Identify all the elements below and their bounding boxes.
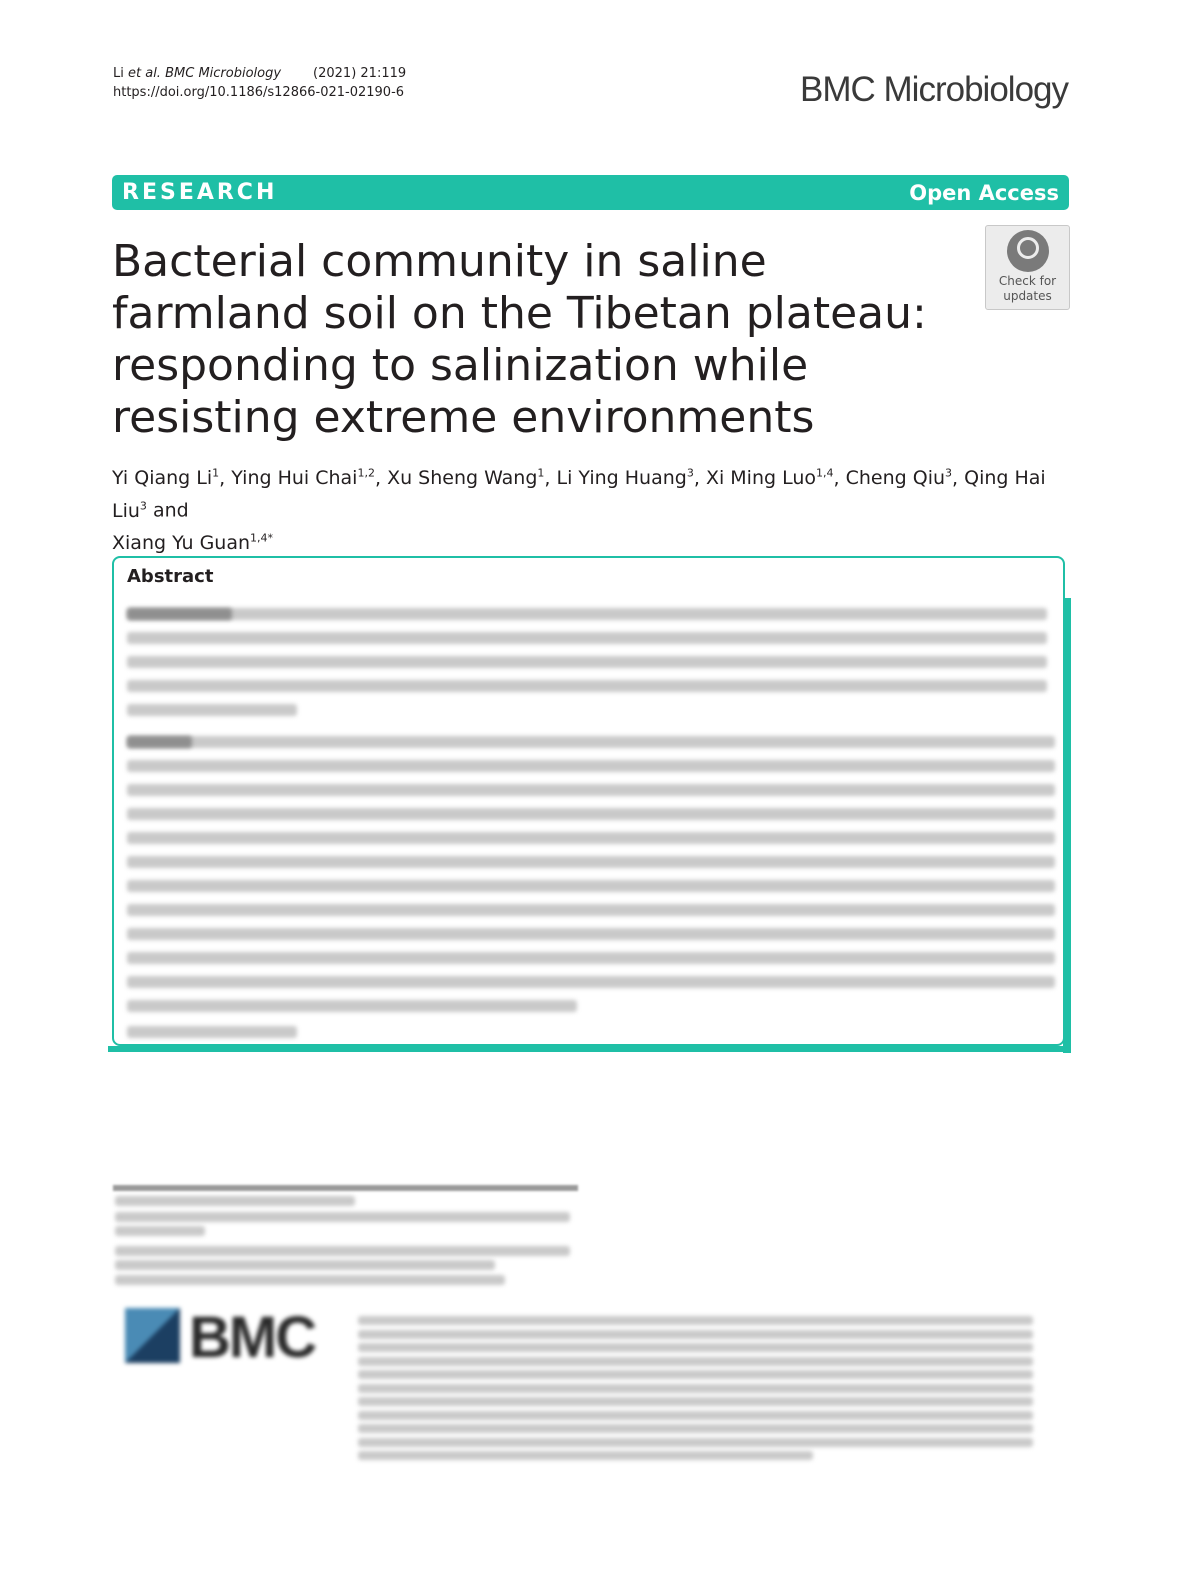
author[interactable]: Yi Qiang Li$^1$ <box>112 467 220 490</box>
abstract-heading: Abstract <box>127 566 214 587</box>
citation-line <box>113 64 406 83</box>
citation-etal: et al. <box>128 66 161 81</box>
blurred-text-line <box>127 952 1055 964</box>
blurred-text-line <box>115 1260 495 1270</box>
blurred-text-line <box>115 1275 505 1285</box>
blurred-text-line <box>127 632 1047 644</box>
journal-logo: BMC Microbiology <box>800 70 1068 109</box>
blurred-text-line <box>358 1384 1033 1393</box>
blurred-text-line <box>127 704 297 716</box>
crossmark-icon <box>1007 230 1049 272</box>
blurred-text-line <box>127 976 1055 988</box>
blurred-text-line <box>358 1316 1033 1325</box>
blurred-text-line <box>127 1026 297 1038</box>
blurred-text-line <box>127 904 1055 916</box>
blurred-text-line <box>358 1343 1033 1352</box>
abstract-box <box>112 556 1065 1046</box>
open-access-label: Open Access <box>909 181 1059 205</box>
article-type-label: RESEARCH <box>122 180 278 205</box>
citation-header <box>113 64 406 102</box>
blurred-text-line <box>358 1438 1033 1447</box>
blurred-text-line <box>358 1330 1033 1339</box>
citation-volume: (2021) 21:119 <box>313 66 407 81</box>
check-badge-line1: Check for <box>998 274 1057 288</box>
blurred-text-line <box>127 880 1055 892</box>
blurred-text-line <box>127 680 1047 692</box>
author[interactable]: Qing Hai Liu$^3$ <box>112 467 1046 522</box>
article-type-banner <box>112 175 1069 210</box>
author[interactable]: Li Ying Huang$^3$ <box>556 467 694 490</box>
blurred-text-line <box>127 832 1055 844</box>
article-title: Bacterial community in saline farmland soil on the Tibetan plateau: responding to salinization while resisting extreme environments <box>112 236 927 443</box>
blurred-text-line <box>127 608 1047 620</box>
bmc-logo-icon <box>125 1308 180 1363</box>
blurred-text-line <box>127 928 1055 940</box>
blurred-text-line <box>358 1424 1033 1433</box>
blurred-text-line <box>115 1212 570 1222</box>
author[interactable]: Cheng Qiu$^3$ <box>845 467 953 490</box>
blurred-text-line <box>358 1357 1033 1366</box>
blurred-text-line <box>115 1226 205 1236</box>
doi-link[interactable]: https://doi.org/10.1186/s12866-021-02190-6 <box>113 85 405 100</box>
blurred-text-line <box>115 1196 355 1206</box>
blurred-text-line <box>127 608 232 620</box>
blurred-text-line <box>358 1451 813 1460</box>
author-list: Yi Qiang Li$^1$, Ying Hui Chai$^{1,2}$, Xu Sheng Wang$^1$, Li Ying Huang$^3$, Xi Ming Luo$^{1,4}$, Cheng Qiu$^3$, Qing Hai Liu$^3$ and Xiang Yu Guan$^{1,4*}$ <box>112 467 1046 554</box>
author[interactable]: Xiang Yu Guan$^{1,4*}$ <box>112 531 274 554</box>
blurred-text-line <box>127 1000 577 1012</box>
citation-authors: Li <box>113 66 124 81</box>
citation-journal: BMC Microbiology <box>165 66 282 81</box>
bmc-logo-text: BMC <box>189 1305 316 1370</box>
blurred-text-line <box>127 736 1055 748</box>
blurred-text-line <box>115 1246 570 1256</box>
check-for-updates-badge[interactable] <box>985 225 1070 310</box>
blurred-text-line <box>127 760 1055 772</box>
check-badge-line2: updates <box>1003 289 1052 303</box>
blurred-text-line <box>127 808 1055 820</box>
author[interactable]: Ying Hui Chai$^{1,2}$ <box>231 467 375 490</box>
footnote-rule <box>113 1185 578 1191</box>
author[interactable]: Xi Ming Luo$^{1,4}$ <box>705 467 834 490</box>
author[interactable]: Xu Sheng Wang$^1$ <box>387 467 545 490</box>
bmc-publisher-logo <box>125 1305 335 1370</box>
blurred-text-line <box>127 784 1055 796</box>
blurred-text-line <box>358 1397 1033 1406</box>
blurred-text-line <box>127 736 192 748</box>
blurred-text-line <box>358 1411 1033 1420</box>
authors-conjunction: and <box>152 499 189 522</box>
blurred-text-line <box>358 1370 1033 1379</box>
blurred-text-line <box>127 856 1055 868</box>
blurred-text-line <box>127 656 1047 668</box>
